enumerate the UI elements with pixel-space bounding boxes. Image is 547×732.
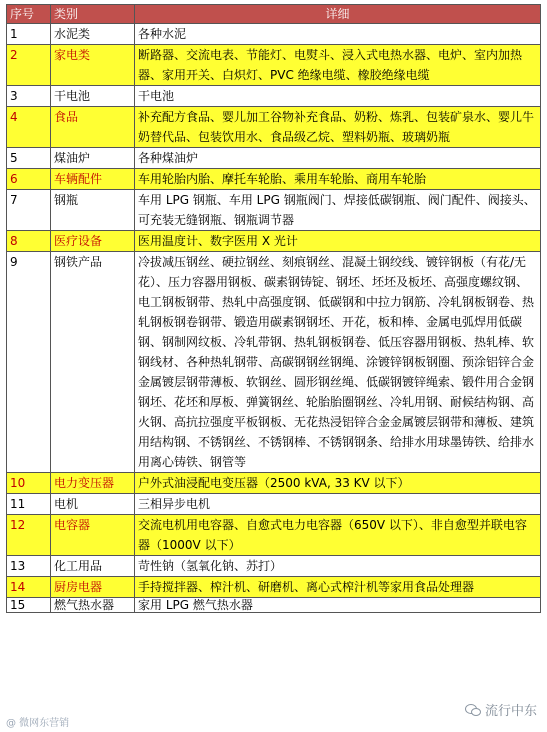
table-row xyxy=(7,231,541,252)
row-detail-cell: 户外式油浸配电变压器（2500 kVA, 33 KV 以下） xyxy=(135,473,541,494)
table-row xyxy=(7,24,541,45)
table-row xyxy=(7,190,541,231)
row-number-cell: 4 xyxy=(7,107,51,148)
row-detail-cell: 医用温度计、数字医用 X 光计 xyxy=(135,231,541,252)
watermark-account-name: 流行中东 xyxy=(484,704,537,719)
wechat-icon xyxy=(465,703,481,717)
table-row xyxy=(7,515,541,556)
row-number-cell: 9 xyxy=(7,252,51,473)
row-detail-cell: 交流电机用电容器、自愈式电力电容器（650V 以下）、非自愈型并联电容器（1000V 以下） xyxy=(135,515,541,556)
table-row xyxy=(7,107,541,148)
table-row xyxy=(7,473,541,494)
table-row xyxy=(7,556,541,577)
row-detail-cell: 各种煤油炉 xyxy=(135,148,541,169)
row-detail-cell: 苛性钠（氢氧化钠、苏打） xyxy=(135,556,541,577)
row-number-cell: 15 xyxy=(7,598,51,613)
row-category-cell: 电容器 xyxy=(51,515,135,556)
row-category-cell: 干电池 xyxy=(51,86,135,107)
row-detail-cell: 补充配方食品、婴儿加工谷物补充食品、奶粉、炼乳、包装矿泉水、婴儿牛奶替代品、包装饮用水、食品级乙烷、塑料奶瓶、玻璃奶瓶 xyxy=(135,107,541,148)
table-row xyxy=(7,45,541,86)
table-row xyxy=(7,169,541,190)
row-detail-cell: 各种水泥 xyxy=(135,24,541,45)
watermark-left: @ 微网东营销 xyxy=(6,718,70,729)
row-category-cell: 化工用品 xyxy=(51,556,135,577)
table-row xyxy=(7,494,541,515)
header-category: 类别 xyxy=(51,5,135,24)
table-body xyxy=(7,24,541,613)
row-detail-cell: 家用 LPG 燃气热水器 xyxy=(135,598,541,613)
row-category-cell: 医疗设备 xyxy=(51,231,135,252)
header-num: 序号 xyxy=(7,5,51,24)
row-category-cell: 食品 xyxy=(51,107,135,148)
row-number-cell: 5 xyxy=(7,148,51,169)
row-category-cell: 钢瓶 xyxy=(51,190,135,231)
row-number-cell: 1 xyxy=(7,24,51,45)
row-number-cell: 10 xyxy=(7,473,51,494)
row-number-cell: 7 xyxy=(7,190,51,231)
row-category-cell: 燃气热水器 xyxy=(51,598,135,613)
row-detail-cell: 车用轮胎内胎、摩托车轮胎、乘用车轮胎、商用车轮胎 xyxy=(135,169,541,190)
row-category-cell: 家电类 xyxy=(51,45,135,86)
row-number-cell: 13 xyxy=(7,556,51,577)
row-category-cell: 车辆配件 xyxy=(51,169,135,190)
row-category-cell: 水泥类 xyxy=(51,24,135,45)
row-number-cell: 12 xyxy=(7,515,51,556)
table-row xyxy=(7,598,541,613)
row-detail-cell: 三相异步电机 xyxy=(135,494,541,515)
row-number-cell: 2 xyxy=(7,45,51,86)
row-category-cell: 电力变压器 xyxy=(51,473,135,494)
row-number-cell: 11 xyxy=(7,494,51,515)
row-detail-cell: 手持搅拌器、榨汁机、研磨机、离心式榨汁机等家用食品处理器 xyxy=(135,577,541,598)
row-category-cell: 电机 xyxy=(51,494,135,515)
row-detail-cell: 冷拔减压钢丝、硬拉钢丝、刻痕钢丝、混凝土钢绞线、镀锌钢板（有花/无花）、压力容器用钢板、碳素钢铸锭、钢坯、坯坯及板坯、高强度螺纹钢、电工钢板钢带、热轧中高强度钢、低碳钢和中拉力钢筋、冷轧钢板钢卷、热轧钢板钢卷钢带、锻造用碳素钢钢坯、开花，板和棒、金属电弧焊用低碳钢、钢制网纹板、冷轧带钢、热轧钢板钢卷、低压容器用钢板、热轧棒、软钢线材、各种热轧钢带、高碳钢钢丝钢绳、涂镀锌钢板钢圈、预涂铝锌合金金属镀层钢带薄板、软钢丝、圆形钢丝绳、低碳钢镀锌绳索、锻件用合金钢钢坯、花坯和厚板、弹簧钢丝、轮胎胎圈钢丝、冷轧用钢、耐候结构钢、高火钢、高抗拉强度平板钢板、无花热浸铝锌合金金属镀层钢带和薄板、建筑用结构钢、不锈钢丝、不锈钢棒、不锈钢钢条、给排水用球墨铸铁、给排水用离心铸铁、钢管等 xyxy=(135,252,541,473)
row-detail-cell: 断路器、交流电表、节能灯、电熨斗、浸入式电热水器、电炉、室内加热器、家用开关、白炽灯、PVC 绝缘电缆、橡胶绝缘电缆 xyxy=(135,45,541,86)
table-row xyxy=(7,86,541,107)
product-category-table xyxy=(6,4,541,613)
row-detail-cell: 干电池 xyxy=(135,86,541,107)
watermark-right xyxy=(465,700,537,719)
row-number-cell: 14 xyxy=(7,577,51,598)
row-number-cell: 3 xyxy=(7,86,51,107)
row-category-cell: 钢铁产品 xyxy=(51,252,135,473)
table-row xyxy=(7,252,541,473)
table-row xyxy=(7,577,541,598)
row-number-cell: 6 xyxy=(7,169,51,190)
row-number-cell: 8 xyxy=(7,231,51,252)
table-header-row xyxy=(7,5,541,24)
row-category-cell: 厨房电器 xyxy=(51,577,135,598)
table-row xyxy=(7,148,541,169)
row-detail-cell: 车用 LPG 钢瓶、车用 LPG 钢瓶阀门、焊接低碳钢瓶、阀门配件、阀接头、可充装无缝钢瓶、钢瓶调节器 xyxy=(135,190,541,231)
header-detail: 详细 xyxy=(135,5,541,24)
row-category-cell: 煤油炉 xyxy=(51,148,135,169)
